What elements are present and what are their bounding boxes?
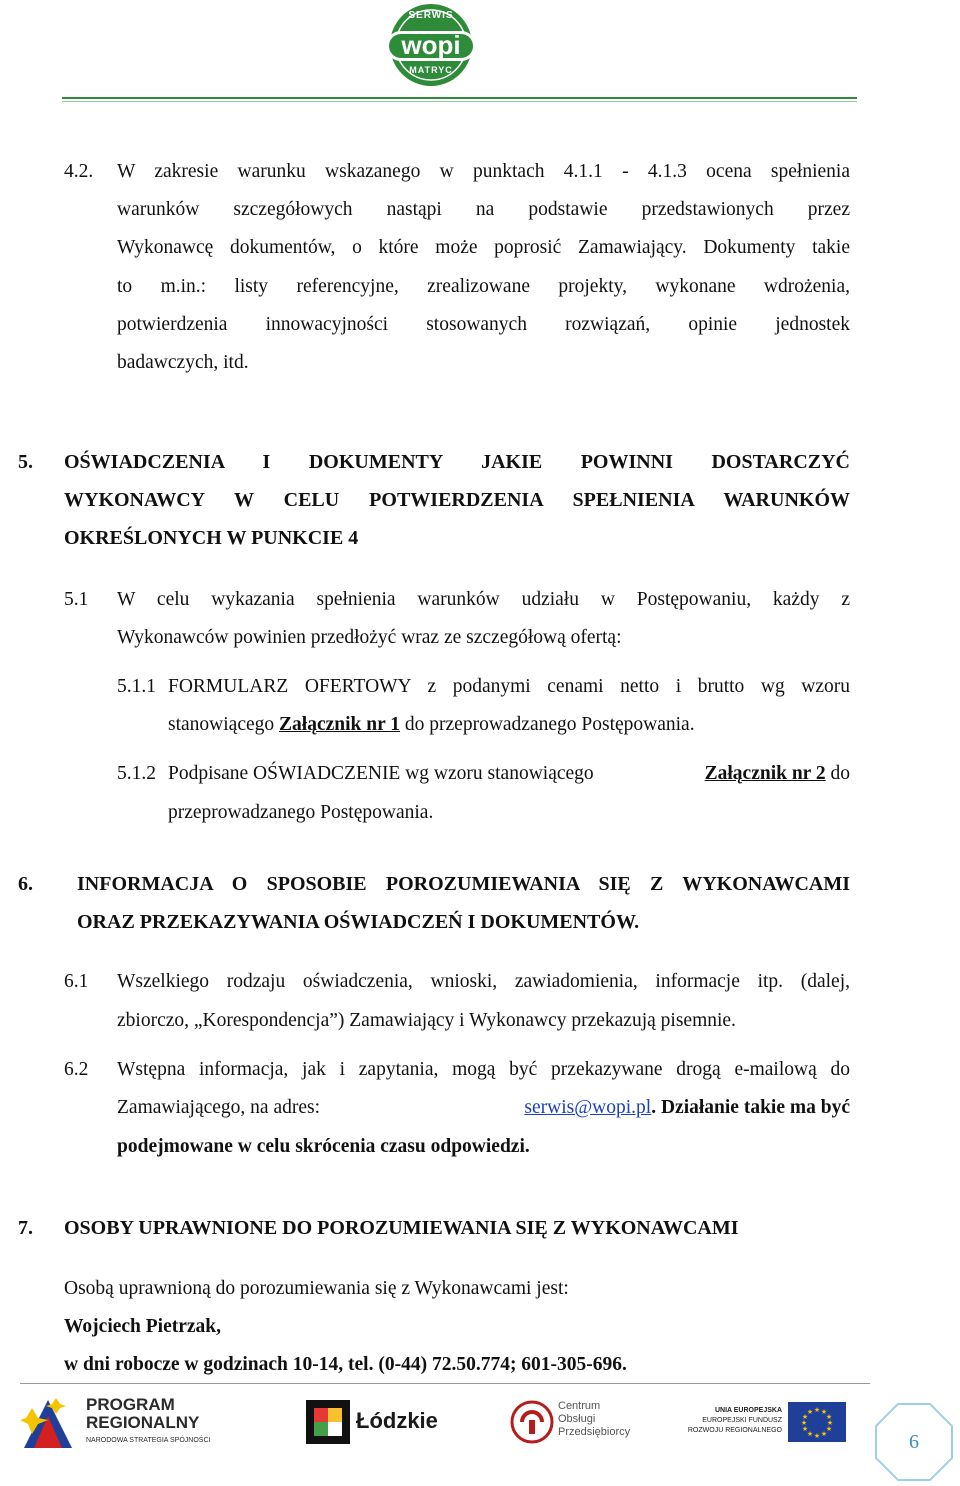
- eu-line2: EUROPEJSKI FUNDUSZ: [702, 1417, 782, 1424]
- lodzkie-text: Łódzkie: [356, 1408, 438, 1433]
- text-run: stanowiącego: [168, 714, 280, 735]
- paragraph-line: badawczych, itd.: [117, 352, 249, 373]
- svg-text:★: ★: [800, 1419, 808, 1427]
- paragraph-line: [168, 762, 850, 786]
- header-logo: [380, 2, 482, 88]
- page-number: 6: [909, 1431, 919, 1453]
- eu-line1: UNIA EUROPEJSKA: [714, 1407, 782, 1414]
- paragraph-line: [117, 1096, 850, 1120]
- svg-text:★: ★: [806, 1408, 814, 1416]
- svg-text:★: ★: [820, 1408, 828, 1416]
- svg-text:★: ★: [801, 1425, 809, 1433]
- paragraph-line: przeprowadzanego Postępowania.: [168, 802, 434, 823]
- section-number: 7.: [18, 1217, 33, 1239]
- paragraph-line: to m.in.: listy referencyjne, zrealizowane projekty, wykonane wdrożenia,: [117, 276, 850, 297]
- svg-text:★: ★: [825, 1413, 833, 1421]
- section-heading: OKREŚLONYCH W PUNKCIE 4: [64, 527, 359, 549]
- text-run: do przeprowadzanego Postępowania.: [400, 714, 695, 735]
- page-number-badge: [874, 1402, 954, 1482]
- paragraph-number: 6.2: [64, 1059, 89, 1080]
- paragraph-line: W celu wykazania spełnienia warunków udziału w Postępowaniu, każdy z: [117, 589, 850, 610]
- paragraph-line: W zakresie warunku wskazanego w punktach 4.1.1 - 4.1.3 ocena spełnienia: [117, 161, 850, 182]
- svg-text:★: ★: [813, 1406, 821, 1414]
- section-heading: OŚWIADCZENIA I DOKUMENTY JAKIE POWINNI DOSTARCZYĆ: [64, 451, 850, 473]
- email-link[interactable]: serwis@wopi.pl: [524, 1097, 652, 1118]
- svg-text:★: ★: [825, 1425, 833, 1433]
- program-line2: REGIONALNY: [86, 1413, 200, 1432]
- footer-rule: [20, 1383, 870, 1384]
- centrum-line1: Centrum: [558, 1400, 601, 1412]
- contact-hours: w dni robocze w godzinach 10-14, tel. (0-44) 72.50.774; 601-305-696.: [64, 1354, 627, 1375]
- paragraph-line: Wykonawców powinien przedłożyć wraz ze szczegółową ofertą:: [117, 627, 622, 648]
- header-rule: [62, 97, 857, 99]
- section-number: 6.: [18, 873, 33, 895]
- paragraph-line: zbiorczo, „Korespondencja”) Zamawiający i Wykonawcy przekazują pisemnie.: [117, 1010, 736, 1031]
- section-heading: INFORMACJA O SPOSOBIE POROZUMIEWANIA SIĘ Z WYKONAWCAMI: [77, 873, 850, 895]
- program-line1: PROGRAM: [86, 1395, 175, 1414]
- paragraph-line: warunków szczegółowych nastąpi na podstawie przedstawionych przez: [117, 199, 850, 220]
- paragraph-line: [168, 713, 695, 737]
- text-run: Podpisane OŚWIADCZENIE wg wzoru stanowiącego: [168, 763, 599, 784]
- paragraph-line: Wstępna informacja, jak i zapytania, mogą być przekazywane drogą e-mailową do: [117, 1059, 850, 1080]
- paragraph-number: 5.1.2: [117, 763, 156, 784]
- paragraph-line: potwierdzenia innowacyjności stosowanych rozwiązań, opinie jednostek: [117, 314, 850, 335]
- centrum-obslugi-logo: [510, 1398, 631, 1444]
- attachment-1-reference: Załącznik nr 1: [279, 714, 401, 735]
- svg-text:★: ★: [820, 1430, 828, 1438]
- svg-text:★: ★: [826, 1419, 834, 1427]
- header-rule-thin: [62, 101, 857, 102]
- attachment-2-reference: Załącznik nr 2: [704, 763, 826, 784]
- svg-text:★: ★: [801, 1413, 809, 1421]
- section-number: 5.: [18, 451, 33, 473]
- eu-flag-icon: [788, 1402, 846, 1442]
- centrum-line3: Przedsiębiorcy: [558, 1426, 631, 1438]
- paragraph-number: 5.1.1: [117, 676, 156, 697]
- text-run: do: [825, 763, 850, 784]
- program-line3: NARODOWA STRATEGIA SPÓJNOŚCI: [86, 1437, 211, 1444]
- lodzkie-logo: [306, 1400, 438, 1444]
- logo-top-text: SERWIS: [408, 10, 454, 21]
- text-run: Zamawiającego, na adres:: [117, 1097, 325, 1118]
- paragraph-number: 5.1: [64, 589, 89, 610]
- logo-bottom-text: MATRYC: [409, 65, 453, 75]
- paragraph-number: 6.1: [64, 971, 89, 992]
- paragraph-line: Wykonawcę dokumentów, o które może poprosić Zamawiający. Dokumenty takie: [117, 237, 850, 258]
- contact-person: Wojciech Pietrzak,: [64, 1316, 222, 1337]
- section-heading: OSOBY UPRAWNIONE DO POROZUMIEWANIA SIĘ Z WYKONAWCAMI: [64, 1217, 739, 1239]
- svg-text:★: ★: [806, 1430, 814, 1438]
- paragraph-line: FORMULARZ OFERTOWY z podanymi cenami netto i brutto wg wzoru: [168, 676, 850, 697]
- paragraph-line: Wszelkiego rodzaju oświadczenia, wnioski, zawiadomienia, informacje itp. (dalej,: [117, 971, 850, 992]
- eu-logo: [682, 1400, 850, 1444]
- eu-line3: ROZWOJU REGIONALNEGO: [687, 1427, 782, 1434]
- svg-text:★: ★: [813, 1432, 821, 1440]
- paragraph-line: Osobą uprawnioną do porozumiewania się z Wykonawcami jest:: [64, 1278, 569, 1299]
- section-heading: ORAZ PRZEKAZYWANIA OŚWIADCZEŃ I DOKUMENTÓW.: [77, 911, 640, 933]
- centrum-line2: Obsługi: [558, 1413, 596, 1425]
- paragraph-line: podejmowane w celu skrócenia czasu odpowiedzi.: [117, 1136, 530, 1157]
- section-number: 4.2.: [64, 161, 94, 182]
- section-heading: WYKONAWCY W CELU POTWIERDZENIA SPEŁNIENIA WARUNKÓW: [64, 489, 850, 511]
- text-run: . Działanie takie ma być: [651, 1097, 850, 1118]
- program-regionalny-logo: [18, 1390, 228, 1452]
- logo-main-text: wopi: [401, 30, 461, 60]
